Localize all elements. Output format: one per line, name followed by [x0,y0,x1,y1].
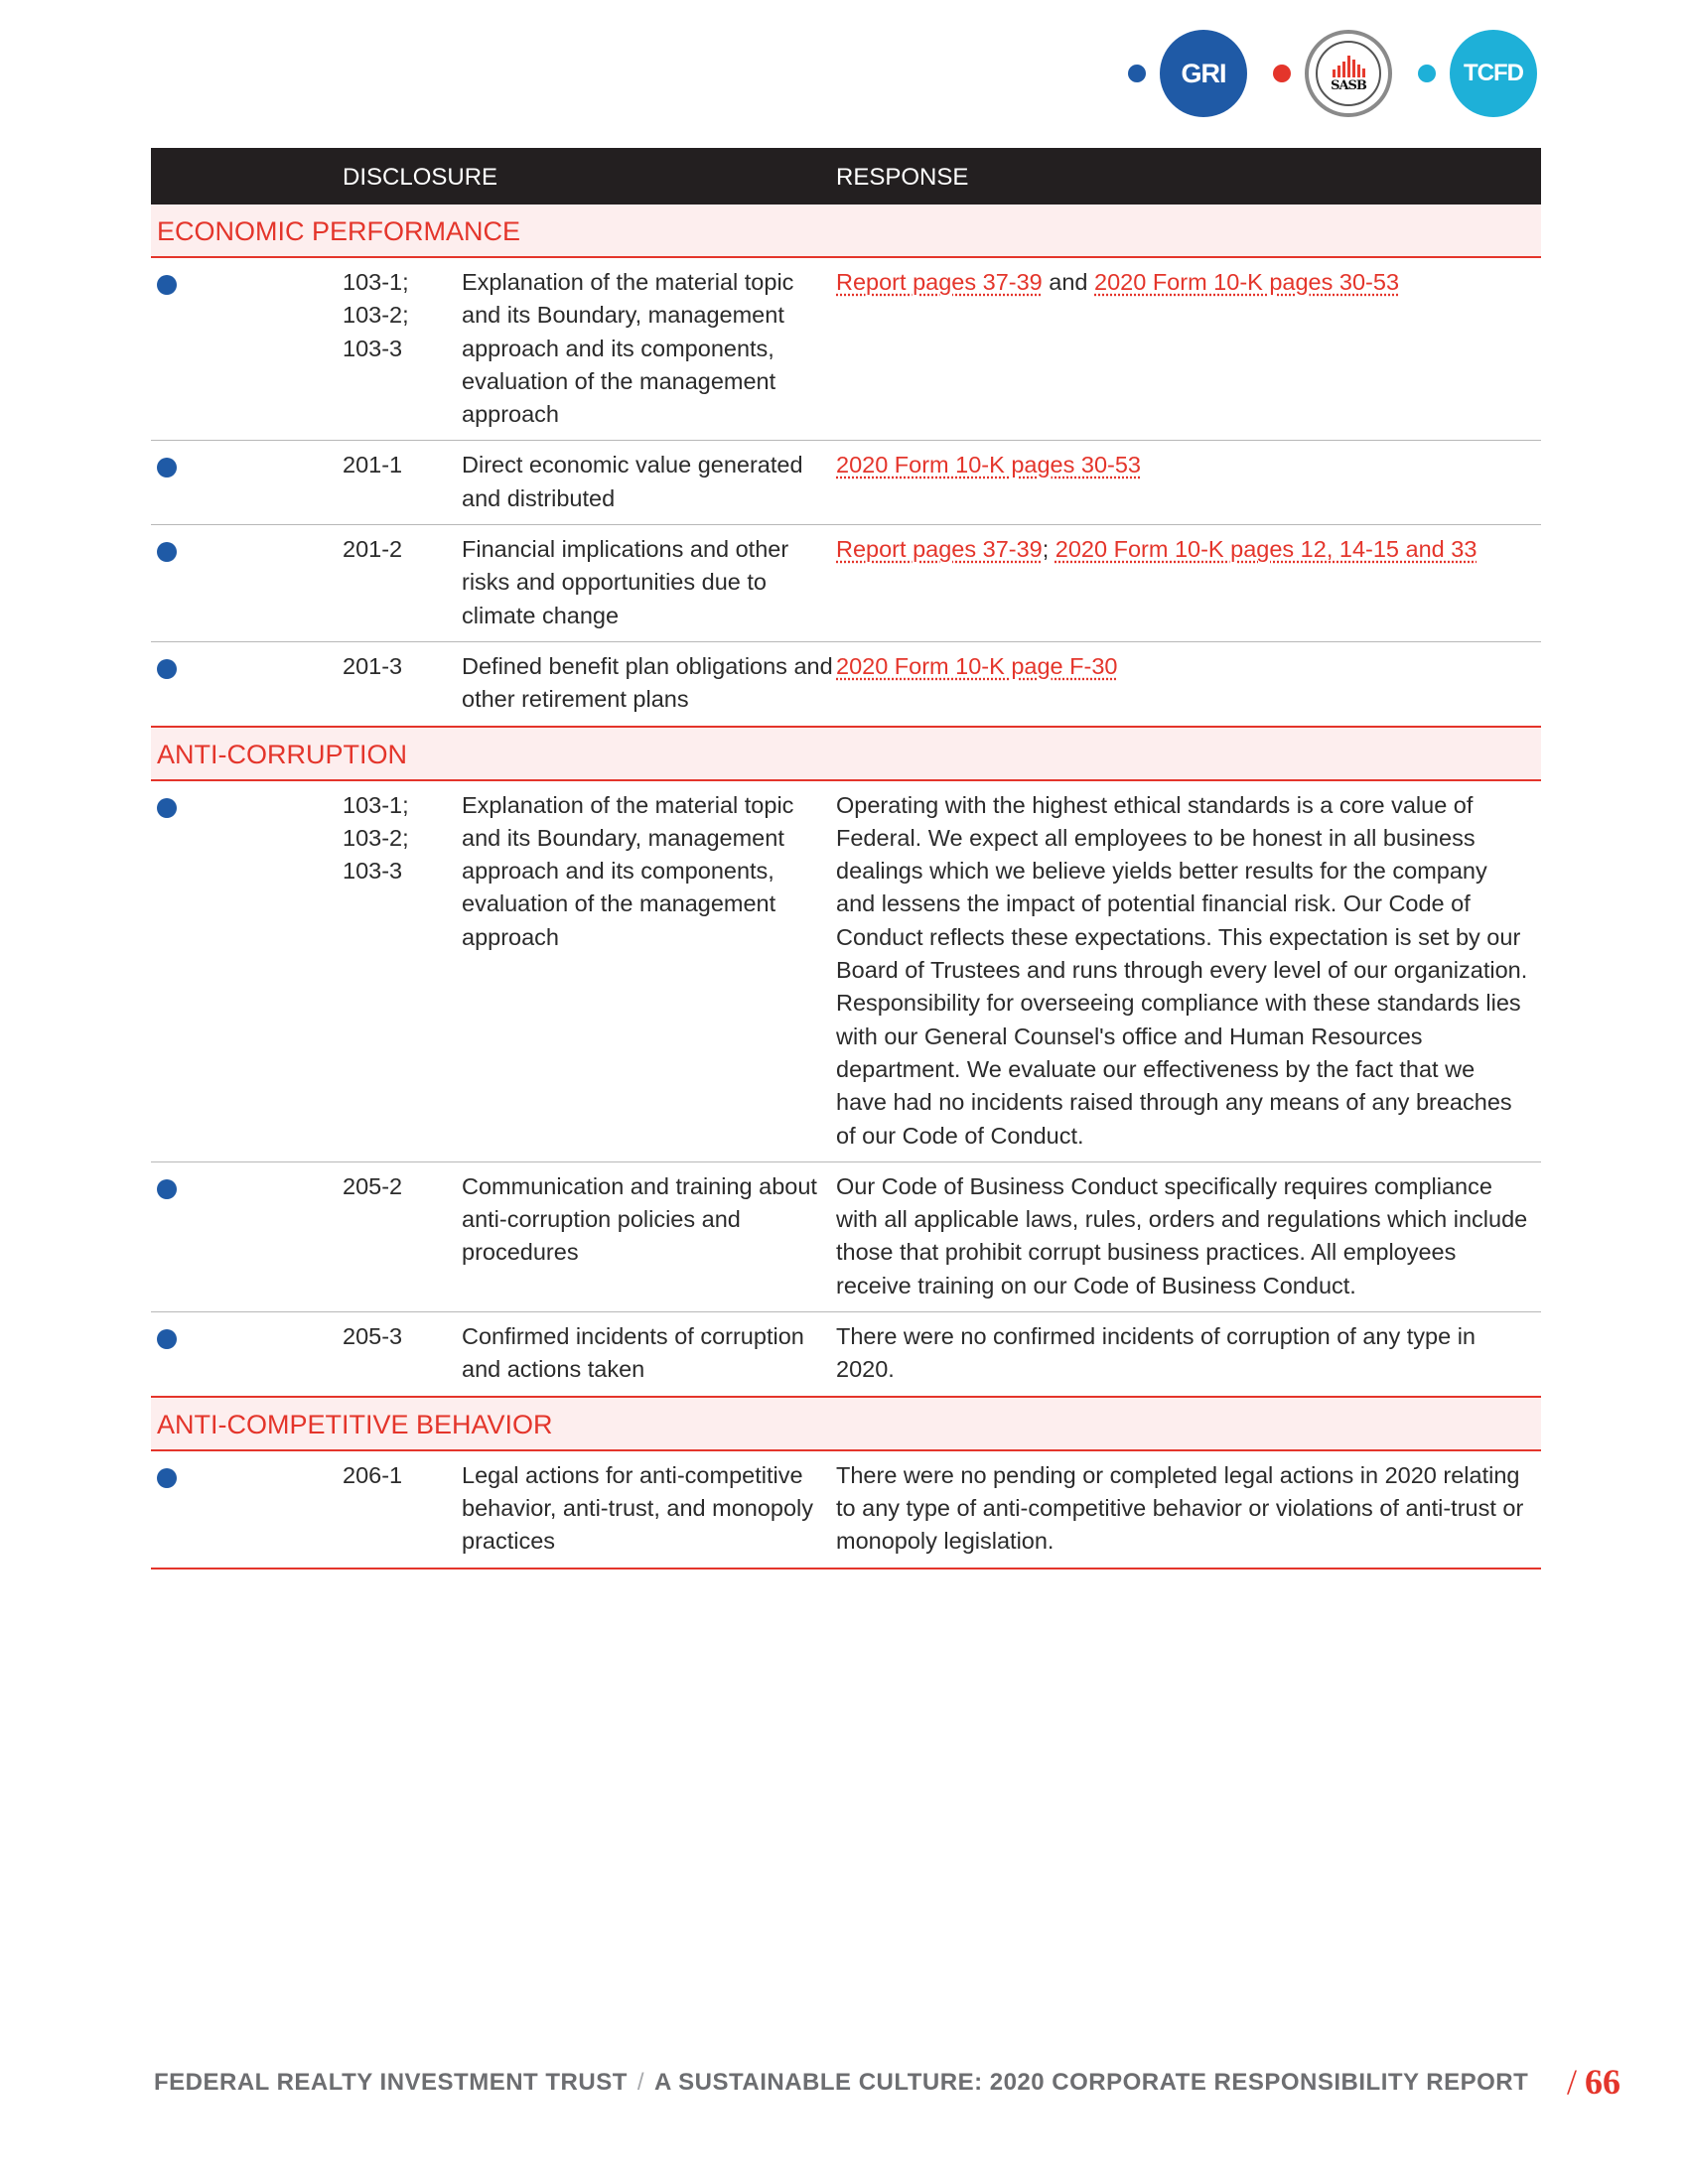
disclosure-description: Defined benefit plan obligations and other retirement plans [462,652,833,713]
gri-bullet-icon [157,542,177,562]
disclosure-description: Explanation of the material topic and its Boundary, management approach and its components, evaluation of the management approach [462,269,794,428]
disclosure-code: 201-2 [343,536,403,563]
framework-cell [151,266,343,431]
table-row [151,1451,1541,1570]
response-text: Operating with the highest ethical standards is a core value of Federal. We expect all employees to be honest in all business dealings which we believe yields better results for the company and lessens the impact of potential financial risk. Our Code of Conduct reflects these expectations. This expectation is set by our Board of Trustees and runs through every level of our organization. Responsibility for overseeing compliance with these standards lies with our General Counsel's office and Human Resources department. We evaluate our effectiveness by the fact that we have had no incidents raised through any means of any breaches of our Code of Conduct. [836,791,1528,1149]
disclosure-table [151,148,1541,1570]
table-body [151,205,1541,1570]
framework-cell [151,1170,343,1302]
table-row [151,642,1541,728]
disclosure-code: 205-2 [343,1172,403,1199]
disclosure-code: 201-3 [343,652,403,679]
disclosure-code: 205-3 [343,1323,403,1350]
page-number-value: 66 [1585,2062,1621,2102]
tcfd-dot-icon [1418,65,1436,82]
response-text: Our Code of Business Conduct specifically requires compliance with all applicable laws, rules, orders and regulations which include those that prohibit corrupt business practices. All employees receive training on our Code of Business Conduct. [836,1172,1528,1298]
tcfd-logo: TCFD [1450,30,1537,117]
gri-dot-icon [1128,65,1146,82]
response-text: There were no pending or completed legal actions in 2020 relating to any type of anti-competitive behavior or violations of anti-trust or monopoly legislation. [836,1461,1524,1555]
response-cell [836,1170,1541,1302]
footer [154,2069,1528,2097]
disclosure-description: Communication and training about anti-corruption policies and procedures [462,1172,817,1266]
framework-badges [1128,30,1537,117]
response-link[interactable]: 2020 Form 10-K pages 12, 14-15 and 33 [1055,536,1477,563]
disclosure-description: Direct economic value generated and distributed [462,452,803,511]
table-header [151,148,1541,205]
footer-org: FEDERAL REALTY INVESTMENT TRUST [154,2069,628,2096]
response-text: and [1042,269,1095,295]
sasb-logo: SASB [1305,30,1392,117]
section-header: ANTI-COMPETITIVE BEHAVIOR [151,1398,1541,1451]
table-row [151,1162,1541,1312]
response-column-header: RESPONSE [836,164,969,191]
table-row [151,1312,1541,1398]
response-link[interactable]: 2020 Form 10-K page F-30 [836,652,1118,679]
gri-badge-group [1128,30,1247,117]
sasb-badge-group [1273,30,1392,117]
response-cell [836,650,1541,717]
gri-bullet-icon [157,1468,177,1488]
response-link[interactable]: 2020 Form 10-K pages 30-53 [1094,269,1400,295]
table-row [151,781,1541,1162]
gri-bullet-icon [157,275,177,295]
disclosure-code: 201-1 [343,452,403,478]
tcfd-badge-group [1418,30,1537,117]
framework-cell [151,650,343,717]
disclosure-description: Explanation of the material topic and its Boundary, management approach and its components, evaluation of the management approach [462,791,794,950]
framework-cell [151,1459,343,1559]
section-header: ECONOMIC PERFORMANCE [151,205,1541,258]
disclosure-code: 206-1 [343,1461,403,1488]
response-text: ; [1042,536,1055,563]
disclosure-code: 103-1; 103-2; 103-3 [343,791,409,885]
framework-cell [151,533,343,632]
disclosure-column-header: DISCLOSURE [343,164,498,191]
footer-report-title: A SUSTAINABLE CULTURE: 2020 CORPORATE RESPONSIBILITY REPORT [654,2069,1529,2096]
response-link[interactable]: 2020 Form 10-K pages 30-53 [836,452,1141,478]
sasb-bars-icon [1333,56,1365,77]
response-link[interactable]: Report pages 37-39 [836,536,1043,563]
response-cell [836,533,1541,632]
gri-bullet-icon [157,1179,177,1199]
response-cell [836,1320,1541,1387]
page-number [1567,2061,1620,2103]
gri-bullet-icon [157,798,177,818]
response-cell [836,1459,1541,1559]
gri-logo: GRI [1160,30,1247,117]
response-cell [836,266,1541,431]
table-row [151,525,1541,642]
response-cell [836,449,1541,515]
page-number-separator: / [1567,2062,1578,2102]
gri-bullet-icon [157,1329,177,1349]
response-cell [836,789,1541,1153]
gri-bullet-icon [157,659,177,679]
section-header: ANTI-CORRUPTION [151,728,1541,781]
footer-separator: / [636,2069,645,2096]
disclosure-code: 103-1; 103-2; 103-3 [343,269,409,361]
disclosure-description: Confirmed incidents of corruption and actions taken [462,1323,804,1383]
framework-cell [151,1320,343,1387]
disclosure-description: Financial implications and other risks and opportunities due to climate change [462,536,789,628]
sasb-dot-icon [1273,65,1291,82]
framework-cell [151,789,343,1153]
response-link[interactable]: Report pages 37-39 [836,269,1043,295]
response-text: There were no confirmed incidents of corruption of any type in 2020. [836,1323,1476,1383]
framework-cell [151,449,343,515]
table-row [151,258,1541,441]
table-row [151,441,1541,525]
gri-bullet-icon [157,458,177,478]
disclosure-description: Legal actions for anti-competitive behavior, anti-trust, and monopoly practices [462,1461,814,1555]
